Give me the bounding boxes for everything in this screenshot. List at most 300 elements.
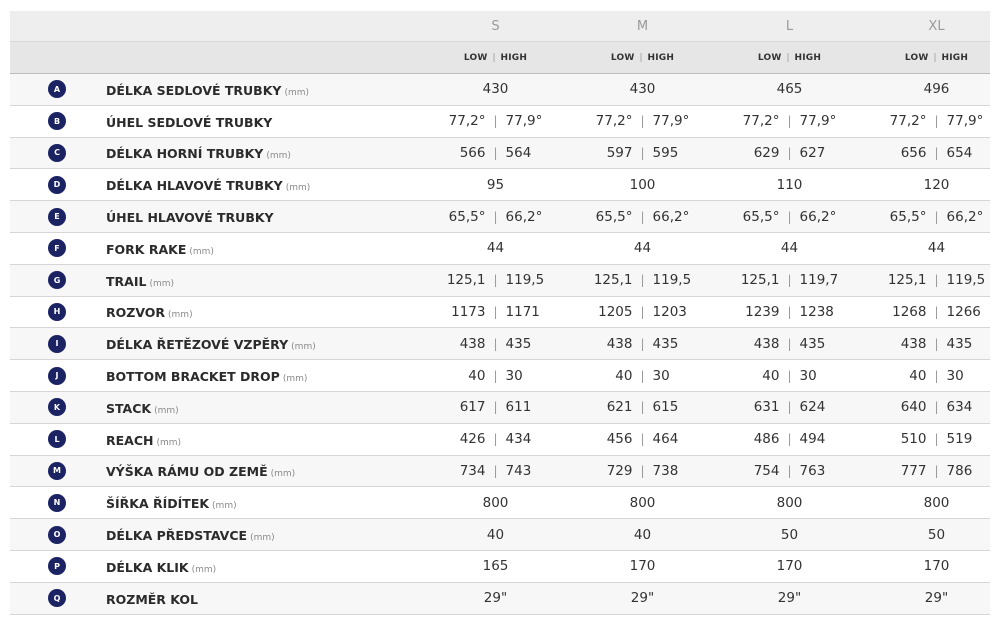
low-value: 65,5° xyxy=(448,208,486,225)
value: 165 xyxy=(482,558,509,575)
value: 44 xyxy=(633,240,652,257)
letter-badge: I xyxy=(48,335,66,353)
high-value: 119,7 xyxy=(799,272,839,289)
low-high-label xyxy=(863,53,1000,63)
separator: | xyxy=(493,463,498,478)
low-high-header-row xyxy=(10,42,990,74)
high-value: 66,2° xyxy=(946,208,984,225)
table-row xyxy=(10,392,990,424)
low-label: LOW xyxy=(463,52,488,63)
table-row xyxy=(10,456,990,488)
value: 50 xyxy=(927,526,946,543)
size-header-row xyxy=(10,11,990,42)
value-cell xyxy=(569,368,716,384)
low-value: 1205 xyxy=(598,303,633,320)
separator: | xyxy=(640,209,645,224)
low-value: 621 xyxy=(606,399,633,416)
value-cell xyxy=(569,272,716,288)
low-value: 656 xyxy=(900,144,927,161)
row-unit: (mm) xyxy=(212,501,237,512)
value: 44 xyxy=(780,240,799,257)
letter-badge: H xyxy=(48,303,66,321)
separator: | xyxy=(493,209,498,224)
low-value: 426 xyxy=(459,431,486,448)
row-label: REACH xyxy=(106,432,154,448)
value: 170 xyxy=(629,558,656,575)
low-label: LOW xyxy=(610,52,635,63)
value-cell xyxy=(716,527,863,543)
low-value: 438 xyxy=(459,335,486,352)
letter-badge: L xyxy=(48,430,66,448)
value: 44 xyxy=(486,240,505,257)
separator: | xyxy=(787,400,792,415)
low-value: 438 xyxy=(900,335,927,352)
low-value: 77,2° xyxy=(742,113,780,130)
row-unit: (mm) xyxy=(284,87,310,98)
separator: | xyxy=(493,114,498,129)
low-value: 77,2° xyxy=(448,113,486,130)
row-label: VÝŠKA RÁMU OD ZEMĚ xyxy=(106,464,268,480)
high-value: 30 xyxy=(946,367,964,384)
high-value: 624 xyxy=(799,399,826,416)
separator: | xyxy=(493,400,498,415)
low-value: 566 xyxy=(459,144,486,161)
row-label: TRAIL xyxy=(106,273,147,289)
high-value: 435 xyxy=(505,335,532,352)
value-cell xyxy=(422,590,569,606)
high-value: 66,2° xyxy=(652,208,690,225)
table-row xyxy=(10,360,990,392)
row-label: DÉLKA KLIK xyxy=(106,559,189,575)
low-value: 1239 xyxy=(745,303,780,320)
value-cell xyxy=(863,81,1000,97)
low-value: 754 xyxy=(753,462,780,479)
value-cell xyxy=(716,558,863,574)
low-label: LOW xyxy=(904,52,929,63)
value-cell xyxy=(716,399,863,415)
row-label: DÉLKA PŘEDSTAVCE xyxy=(106,528,248,544)
letter-badge: N xyxy=(48,494,66,512)
value: 29" xyxy=(924,590,949,607)
value-cell xyxy=(716,368,863,384)
separator: | xyxy=(934,400,939,415)
value-cell xyxy=(569,304,716,320)
low-value: 77,2° xyxy=(595,113,633,130)
separator: | xyxy=(640,304,645,319)
separator: | xyxy=(934,368,939,383)
value: 800 xyxy=(482,494,509,511)
value: 40 xyxy=(633,526,652,543)
separator: | xyxy=(493,336,498,351)
separator: | xyxy=(640,400,645,415)
geometry-rows xyxy=(10,74,990,615)
value: 29" xyxy=(777,590,802,607)
high-value: 786 xyxy=(946,462,973,479)
low-value: 486 xyxy=(753,431,780,448)
row-unit: (mm) xyxy=(149,278,175,289)
high-value: 519 xyxy=(946,431,973,448)
high-label: HIGH xyxy=(794,52,822,63)
value-cell xyxy=(569,527,716,543)
value-cell xyxy=(569,590,716,606)
letter-badge: K xyxy=(48,398,66,416)
row-unit: (mm) xyxy=(291,342,316,353)
row-unit: (mm) xyxy=(250,533,275,544)
letter-badge: G xyxy=(48,271,66,289)
value: 95 xyxy=(486,176,505,193)
value-cell xyxy=(422,558,569,574)
letter-badge: Q xyxy=(48,589,66,607)
size-header-l[interactable]: L xyxy=(785,18,794,34)
value-cell xyxy=(863,590,1000,606)
value-cell xyxy=(422,304,569,320)
low-value: 1173 xyxy=(451,303,486,320)
table-row xyxy=(10,169,990,201)
row-unit: (mm) xyxy=(156,437,182,448)
letter-badge: E xyxy=(48,208,66,226)
value-cell xyxy=(422,177,569,193)
table-row xyxy=(10,233,990,265)
high-value: 119,5 xyxy=(946,272,986,289)
geometry-table xyxy=(10,11,990,615)
value: 40 xyxy=(486,526,505,543)
row-unit: (mm) xyxy=(189,246,214,257)
letter-badge: D xyxy=(48,176,66,194)
table-row xyxy=(10,138,990,170)
value-cell xyxy=(422,368,569,384)
value-cell xyxy=(422,81,569,97)
value-cell xyxy=(716,81,863,97)
row-label: ÚHEL SEDLOVÉ TRUBKY xyxy=(106,114,273,130)
high-value: 66,2° xyxy=(799,208,837,225)
value-cell xyxy=(716,209,863,225)
row-label: ÚHEL HLAVOVÉ TRUBKY xyxy=(106,210,274,226)
value: 100 xyxy=(629,176,656,193)
letter-badge: C xyxy=(48,144,66,162)
separator: | xyxy=(787,432,792,447)
value-cell xyxy=(863,495,1000,511)
high-value: 1171 xyxy=(505,303,540,320)
separator: | xyxy=(787,273,792,288)
value-cell xyxy=(569,145,716,161)
value-cell xyxy=(569,431,716,447)
value-cell xyxy=(863,431,1000,447)
high-value: 30 xyxy=(505,367,523,384)
value-cell xyxy=(422,113,569,129)
low-value: 125,1 xyxy=(593,272,633,289)
value-cell xyxy=(863,463,1000,479)
value: 50 xyxy=(780,526,799,543)
separator: | xyxy=(640,273,645,288)
low-value: 40 xyxy=(615,367,633,384)
low-value: 125,1 xyxy=(887,272,927,289)
high-value: 615 xyxy=(652,399,679,416)
value-cell xyxy=(569,495,716,511)
separator: | xyxy=(640,145,645,160)
low-value: 65,5° xyxy=(742,208,780,225)
high-value: 119,5 xyxy=(505,272,545,289)
high-value: 66,2° xyxy=(505,208,543,225)
low-value: 1268 xyxy=(892,303,927,320)
high-value: 77,9° xyxy=(799,113,837,130)
high-value: 1203 xyxy=(652,303,687,320)
low-value: 617 xyxy=(459,399,486,416)
value-cell xyxy=(569,558,716,574)
value: 120 xyxy=(923,176,950,193)
separator: | xyxy=(640,432,645,447)
separator: | xyxy=(493,432,498,447)
high-value: 611 xyxy=(505,399,532,416)
value-cell xyxy=(863,304,1000,320)
value-cell xyxy=(422,431,569,447)
low-value: 631 xyxy=(753,399,780,416)
value-cell xyxy=(422,240,569,256)
low-value: 510 xyxy=(900,431,927,448)
low-value: 65,5° xyxy=(595,208,633,225)
low-value: 40 xyxy=(468,367,486,384)
value-cell xyxy=(716,113,863,129)
table-row xyxy=(10,487,990,519)
high-label: HIGH xyxy=(500,52,528,63)
high-value: 77,9° xyxy=(505,113,543,130)
low-value: 456 xyxy=(606,431,633,448)
size-header-s[interactable]: S xyxy=(491,18,500,34)
row-label: DÉLKA ŘETĚZOVÉ VZPĚRY xyxy=(106,337,289,353)
low-value: 729 xyxy=(606,462,633,479)
row-unit: (mm) xyxy=(154,405,179,416)
separator: | xyxy=(492,52,496,63)
value-cell xyxy=(422,495,569,511)
row-label: ROZMĚR KOL xyxy=(106,591,198,607)
row-unit: (mm) xyxy=(168,310,193,321)
row-label: STACK xyxy=(106,400,152,416)
value-cell xyxy=(569,240,716,256)
value-cell xyxy=(569,209,716,225)
value-cell xyxy=(716,463,863,479)
separator: | xyxy=(787,145,792,160)
letter-badge: P xyxy=(48,557,66,575)
letter-badge: A xyxy=(48,80,66,98)
value: 465 xyxy=(776,81,803,98)
value: 29" xyxy=(630,590,655,607)
table-row xyxy=(10,328,990,360)
value: 430 xyxy=(629,81,656,98)
value-cell xyxy=(569,336,716,352)
low-value: 438 xyxy=(606,335,633,352)
separator: | xyxy=(640,114,645,129)
value: 800 xyxy=(629,494,656,511)
separator: | xyxy=(933,52,937,63)
row-label: BOTTOM BRACKET DROP xyxy=(106,369,280,385)
high-value: 464 xyxy=(652,431,679,448)
value: 800 xyxy=(776,494,803,511)
value-cell xyxy=(863,527,1000,543)
high-value: 435 xyxy=(946,335,973,352)
high-value: 435 xyxy=(652,335,679,352)
letter-badge: J xyxy=(48,367,66,385)
low-label: LOW xyxy=(757,52,782,63)
value-cell xyxy=(863,209,1000,225)
value-cell xyxy=(422,209,569,225)
low-high-label xyxy=(422,53,569,63)
separator: | xyxy=(787,209,792,224)
value-cell xyxy=(716,304,863,320)
value-cell xyxy=(716,145,863,161)
high-value: 435 xyxy=(799,335,826,352)
high-value: 743 xyxy=(505,462,532,479)
value-cell xyxy=(716,431,863,447)
separator: | xyxy=(787,114,792,129)
separator: | xyxy=(787,304,792,319)
low-high-label xyxy=(716,53,863,63)
value: 430 xyxy=(482,81,509,98)
value: 170 xyxy=(776,558,803,575)
value-cell xyxy=(422,399,569,415)
table-row xyxy=(10,583,990,615)
high-value: 30 xyxy=(652,367,670,384)
separator: | xyxy=(934,463,939,478)
separator: | xyxy=(493,273,498,288)
separator: | xyxy=(787,336,792,351)
high-value: 595 xyxy=(652,144,679,161)
separator: | xyxy=(493,368,498,383)
high-value: 1238 xyxy=(799,303,834,320)
value-cell xyxy=(863,113,1000,129)
low-high-label xyxy=(569,53,716,63)
value-cell xyxy=(569,399,716,415)
row-unit: (mm) xyxy=(270,469,296,480)
value-cell xyxy=(422,463,569,479)
value-cell xyxy=(863,272,1000,288)
high-value: 627 xyxy=(799,144,826,161)
letter-badge: B xyxy=(48,112,66,130)
separator: | xyxy=(493,304,498,319)
high-value: 564 xyxy=(505,144,532,161)
size-header-m[interactable]: M xyxy=(636,18,649,34)
table-row xyxy=(10,424,990,456)
value-cell xyxy=(863,399,1000,415)
value-cell xyxy=(863,558,1000,574)
row-unit: (mm) xyxy=(191,564,217,575)
low-value: 438 xyxy=(753,335,780,352)
high-value: 119,5 xyxy=(652,272,692,289)
value-cell xyxy=(716,177,863,193)
separator: | xyxy=(640,368,645,383)
low-value: 734 xyxy=(459,462,486,479)
value-cell xyxy=(716,336,863,352)
row-unit: (mm) xyxy=(285,183,311,194)
value-cell xyxy=(422,272,569,288)
low-value: 640 xyxy=(900,399,927,416)
table-row xyxy=(10,74,990,106)
high-value: 494 xyxy=(799,431,826,448)
table-row xyxy=(10,297,990,329)
value: 170 xyxy=(923,558,950,575)
low-value: 597 xyxy=(606,144,633,161)
separator: | xyxy=(934,145,939,160)
separator: | xyxy=(934,209,939,224)
value: 800 xyxy=(923,494,950,511)
separator: | xyxy=(934,114,939,129)
low-value: 65,5° xyxy=(889,208,927,225)
low-value: 125,1 xyxy=(446,272,486,289)
table-row xyxy=(10,519,990,551)
high-value: 77,9° xyxy=(652,113,690,130)
value-cell xyxy=(863,240,1000,256)
high-value: 77,9° xyxy=(946,113,984,130)
value-cell xyxy=(569,463,716,479)
value-cell xyxy=(716,240,863,256)
letter-badge: M xyxy=(48,462,66,480)
table-row xyxy=(10,106,990,138)
separator: | xyxy=(639,52,643,63)
value-cell xyxy=(422,145,569,161)
value-cell xyxy=(569,113,716,129)
separator: | xyxy=(934,432,939,447)
row-label: DÉLKA HORNÍ TRUBKY xyxy=(106,146,264,162)
value-cell xyxy=(863,336,1000,352)
row-unit: (mm) xyxy=(282,374,308,385)
size-header-xl[interactable]: XL xyxy=(928,18,945,34)
high-value: 1266 xyxy=(946,303,981,320)
low-value: 77,2° xyxy=(889,113,927,130)
value-cell xyxy=(422,336,569,352)
high-value: 654 xyxy=(946,144,973,161)
value: 44 xyxy=(927,240,946,257)
high-value: 763 xyxy=(799,462,826,479)
high-label: HIGH xyxy=(647,52,675,63)
row-label: DÉLKA HLAVOVÉ TRUBKY xyxy=(106,178,283,194)
separator: | xyxy=(934,273,939,288)
low-value: 777 xyxy=(900,462,927,479)
high-value: 738 xyxy=(652,462,679,479)
separator: | xyxy=(640,463,645,478)
value-cell xyxy=(716,495,863,511)
separator: | xyxy=(786,52,790,63)
value-cell xyxy=(863,368,1000,384)
low-value: 629 xyxy=(753,144,780,161)
letter-badge: F xyxy=(48,239,66,257)
high-value: 30 xyxy=(799,367,817,384)
value-cell xyxy=(863,177,1000,193)
high-value: 634 xyxy=(946,399,973,416)
table-row xyxy=(10,265,990,297)
value-cell xyxy=(569,177,716,193)
value: 496 xyxy=(923,81,950,98)
row-label: FORK RAKE xyxy=(106,241,187,257)
low-value: 40 xyxy=(762,367,780,384)
value-cell xyxy=(422,527,569,543)
value: 29" xyxy=(483,590,508,607)
separator: | xyxy=(493,145,498,160)
letter-badge: O xyxy=(48,526,66,544)
separator: | xyxy=(640,336,645,351)
low-value: 40 xyxy=(909,367,927,384)
high-label: HIGH xyxy=(941,52,969,63)
value-cell xyxy=(716,272,863,288)
row-label: ŠÍŘKA ŘÍDÍTEK xyxy=(106,496,210,512)
value-cell xyxy=(569,81,716,97)
row-label: DÉLKA SEDLOVÉ TRUBKY xyxy=(106,82,282,98)
separator: | xyxy=(787,463,792,478)
row-unit: (mm) xyxy=(266,151,291,162)
separator: | xyxy=(787,368,792,383)
high-value: 434 xyxy=(505,431,532,448)
row-label: ROZVOR xyxy=(106,305,166,321)
separator: | xyxy=(934,336,939,351)
table-row xyxy=(10,551,990,583)
low-value: 125,1 xyxy=(740,272,780,289)
